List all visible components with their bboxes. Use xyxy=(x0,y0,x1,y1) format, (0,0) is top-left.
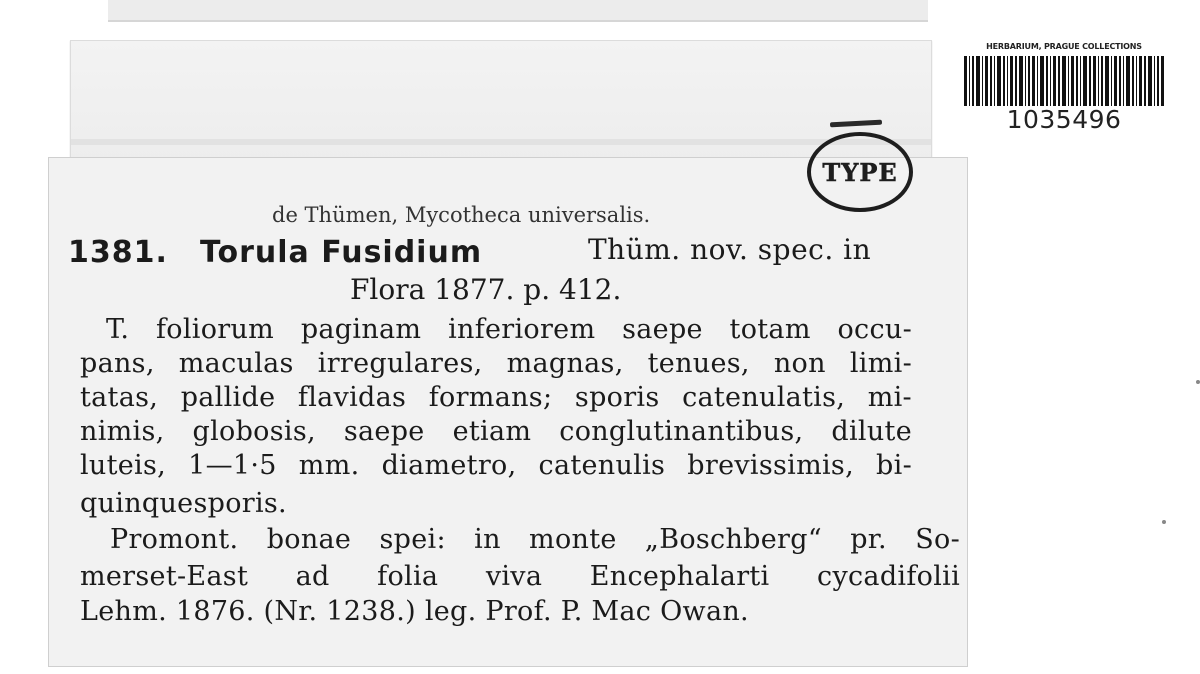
herbarium-barcode xyxy=(952,42,1176,138)
publication-citation: Flora 1877. p. 412. xyxy=(350,273,622,306)
type-stamp xyxy=(807,132,913,212)
description-line: tatas, pallide flavidas formans; sporis catenulatis, mi- xyxy=(80,382,912,413)
locality-line: merset-East ad folia viva Encephalarti cycadifolii xyxy=(80,561,960,592)
specks xyxy=(1196,380,1200,384)
barcode-number: 1035496 xyxy=(1006,105,1122,134)
description-line: luteis, 1—1·5 mm. diametro, catenulis brevissimis, bi- xyxy=(80,450,912,481)
type-stamp-text: TYPE xyxy=(822,157,898,187)
upper-paper-strip xyxy=(108,0,928,22)
taxon-name: Torula Fusidium xyxy=(200,235,483,270)
description-line: pans, maculas irregulares, magnas, tenues, non limi- xyxy=(80,348,912,379)
specks xyxy=(1162,520,1166,524)
description-line: T. foliorum paginam inferiorem saepe totam occu- xyxy=(106,314,912,345)
barcode-caption: HERBARIUM, PRAGUE COLLECTIONS xyxy=(986,42,1142,51)
taxon-author: Thüm. nov. spec. in xyxy=(588,233,872,266)
description-line: quinquesporis. xyxy=(80,488,287,519)
description-line: nimis, globosis, saepe etiam conglutinantibus, dilute xyxy=(80,416,912,447)
exsiccata-number: 1381. xyxy=(68,235,168,270)
locality-line: Promont. bonae spei: in monte „Boschberg“ pr. So- xyxy=(110,524,960,555)
barcode-icon xyxy=(964,56,1164,106)
series-header: de Thümen, Mycotheca universalis. xyxy=(272,203,651,227)
locality-line: Lehm. 1876. (Nr. 1238.) leg. Prof. P. Mac Owan. xyxy=(80,596,749,627)
